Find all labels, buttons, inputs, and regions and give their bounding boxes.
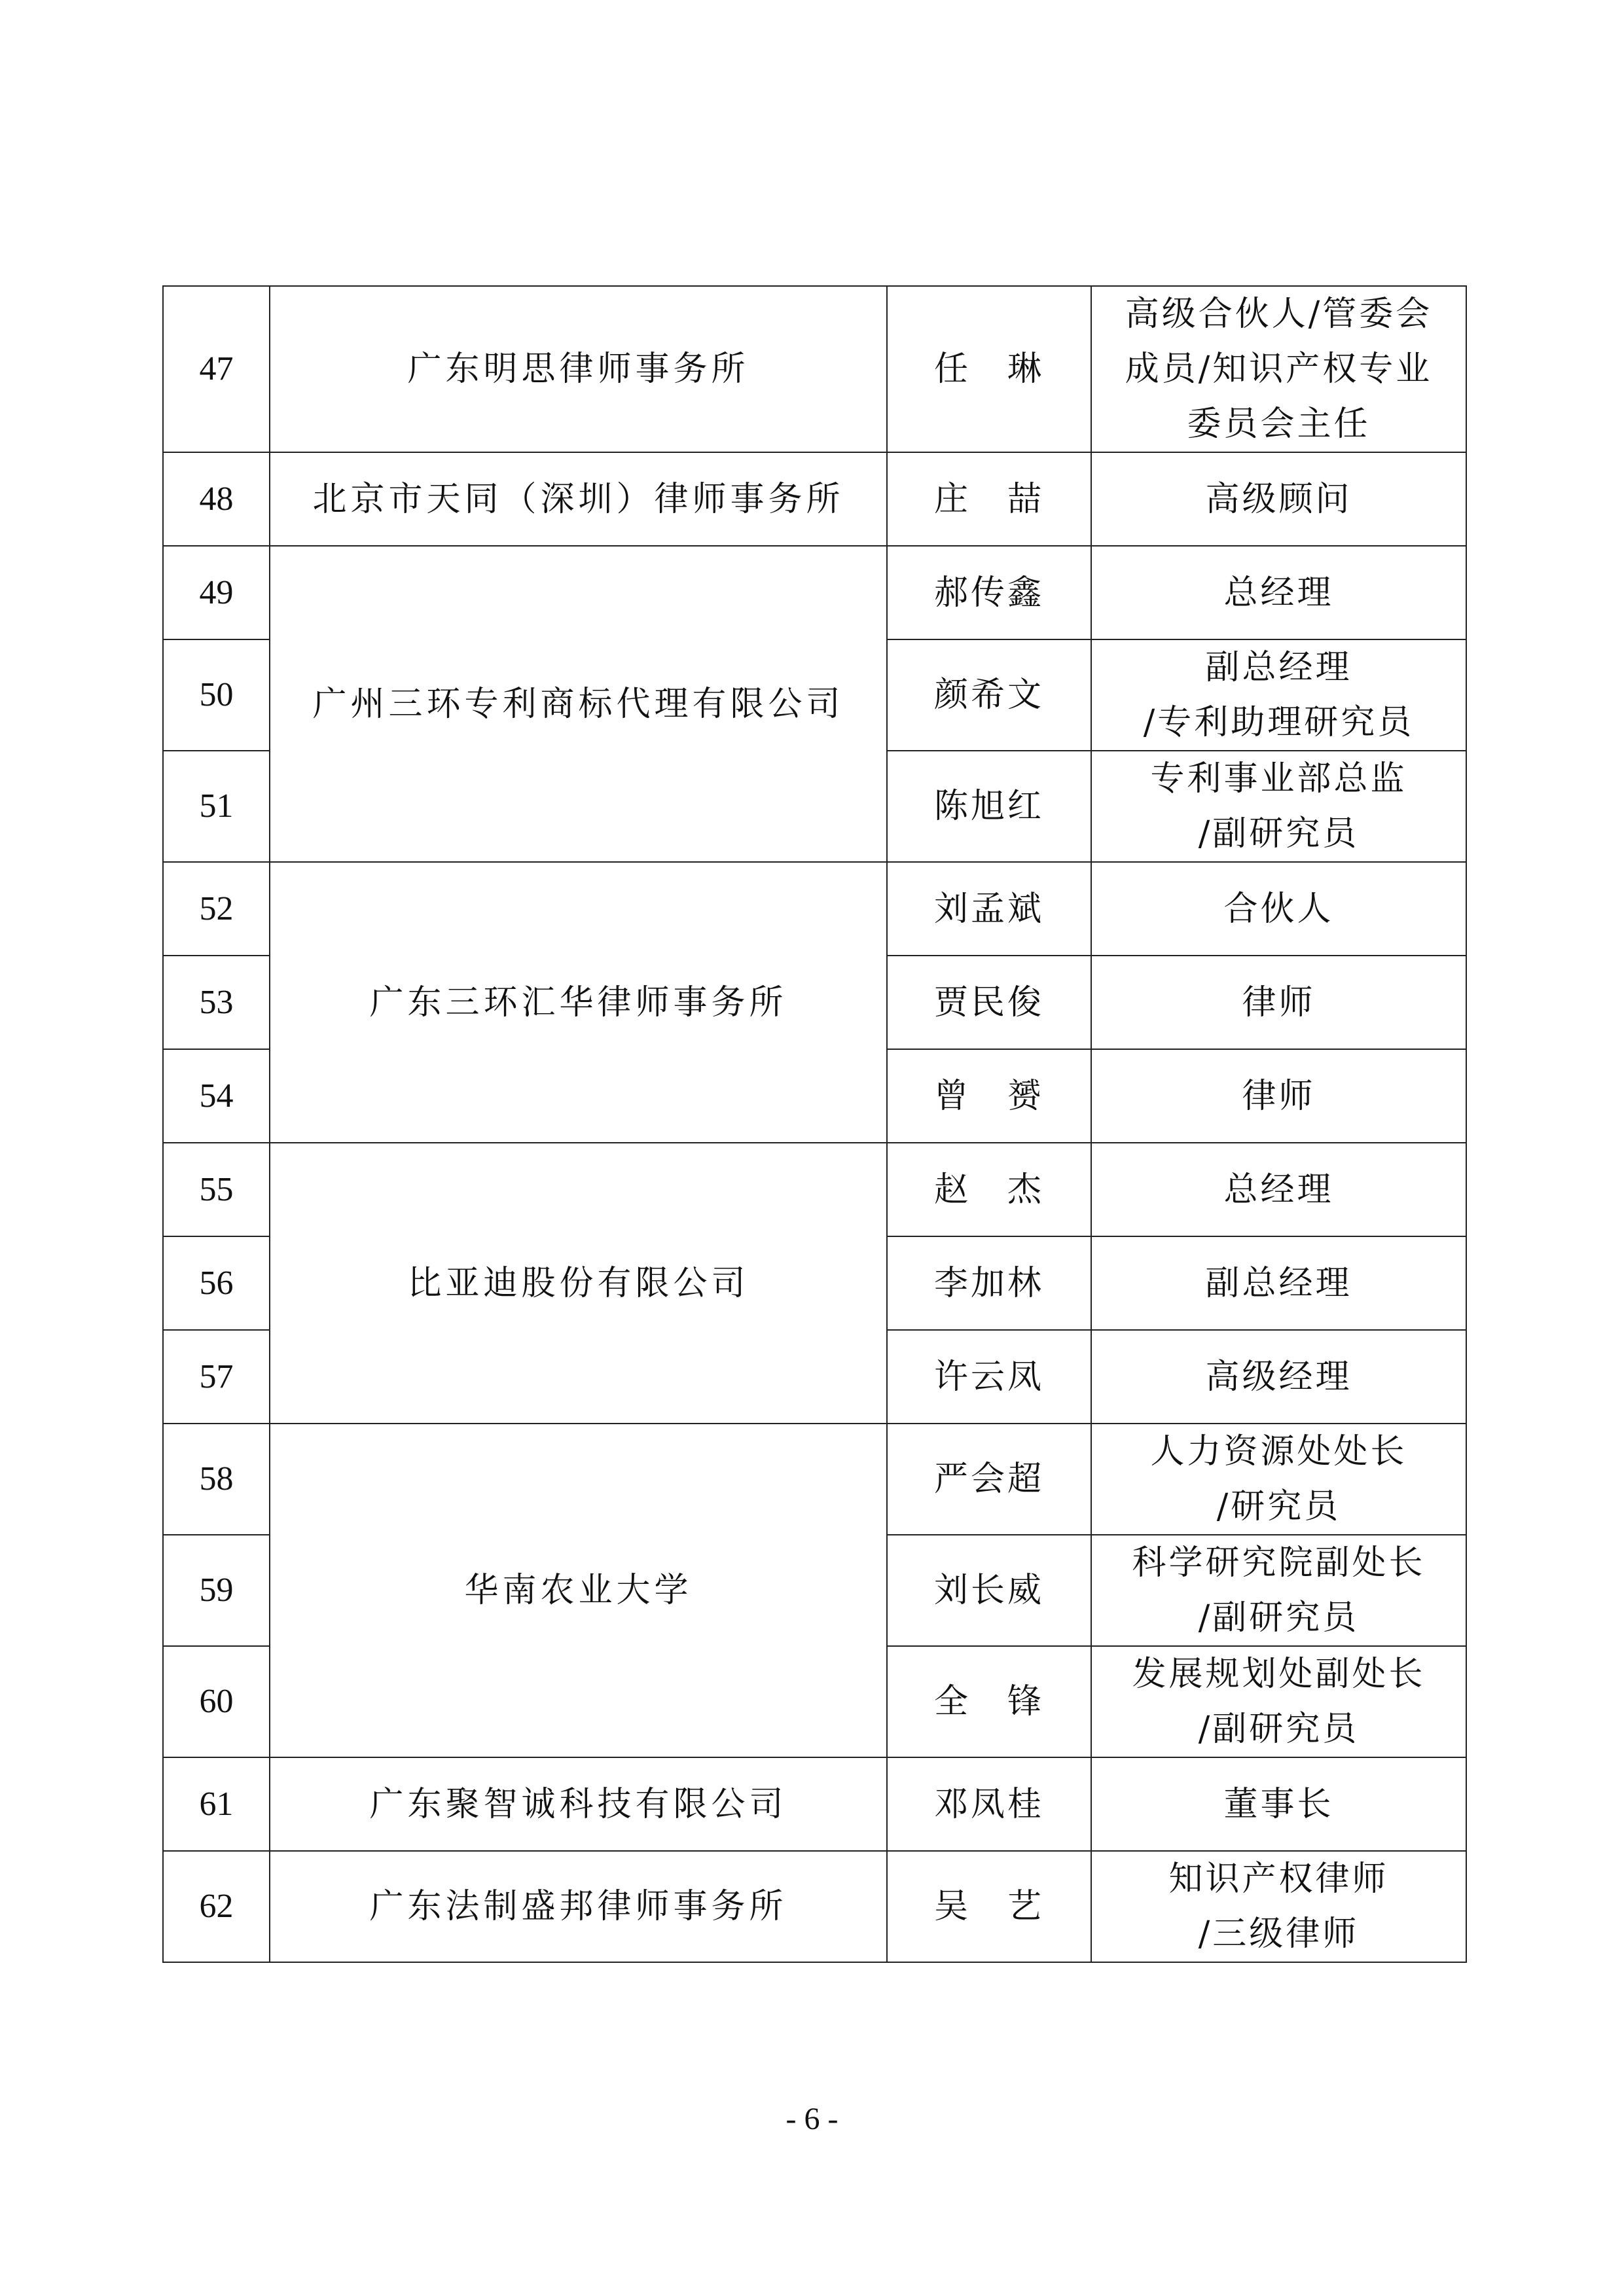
- organization-cell: 广东三环汇华律师事务所: [270, 862, 887, 1143]
- row-number: 54: [163, 1049, 270, 1143]
- row-number: 56: [163, 1236, 270, 1330]
- organization-cell: 广东明思律师事务所: [270, 286, 887, 452]
- row-number: 49: [163, 546, 270, 639]
- person-name: 全 锋: [887, 1646, 1091, 1757]
- position-cell: 总经理: [1091, 546, 1466, 639]
- table-row: [163, 1143, 1466, 1236]
- row-number: 61: [163, 1757, 270, 1851]
- person-name: 曾 赟: [887, 1049, 1091, 1143]
- row-number: 47: [163, 286, 270, 452]
- row-number: 51: [163, 751, 270, 862]
- person-name: 陈旭红: [887, 751, 1091, 862]
- person-name: 贾民俊: [887, 956, 1091, 1049]
- row-number: 58: [163, 1424, 270, 1535]
- person-name: 郝传鑫: [887, 546, 1091, 639]
- position-cell: 人力资源处处长 /研究员: [1091, 1424, 1466, 1535]
- table-row: [163, 1424, 1466, 1535]
- row-number: 62: [163, 1851, 270, 1962]
- table-row: [163, 452, 1466, 546]
- position-cell: 律师: [1091, 1049, 1466, 1143]
- row-number: 53: [163, 956, 270, 1049]
- person-name: 任 琳: [887, 286, 1091, 452]
- position-cell: 高级经理: [1091, 1330, 1466, 1424]
- row-number: 55: [163, 1143, 270, 1236]
- page-number: - 6 -: [785, 2102, 839, 2136]
- position-cell: 高级合伙人/管委会 成员/知识产权专业 委员会主任: [1091, 286, 1466, 452]
- position-cell: 高级顾问: [1091, 452, 1466, 546]
- organization-cell: 华南农业大学: [270, 1424, 887, 1757]
- position-cell: 总经理: [1091, 1143, 1466, 1236]
- row-number: 48: [163, 452, 270, 546]
- row-number: 50: [163, 639, 270, 751]
- person-name: 颜希文: [887, 639, 1091, 751]
- row-number: 59: [163, 1535, 270, 1646]
- organization-cell: 比亚迪股份有限公司: [270, 1143, 887, 1424]
- row-number: 57: [163, 1330, 270, 1424]
- person-name: 严会超: [887, 1424, 1091, 1535]
- table-row: [163, 1757, 1466, 1851]
- person-name: 赵 杰: [887, 1143, 1091, 1236]
- position-cell: 律师: [1091, 956, 1466, 1049]
- person-name: 刘长威: [887, 1535, 1091, 1646]
- organization-cell: 北京市天同（深圳）律师事务所: [270, 452, 887, 546]
- position-cell: 发展规划处副处长 /副研究员: [1091, 1646, 1466, 1757]
- row-number: 52: [163, 862, 270, 956]
- person-name: 李加林: [887, 1236, 1091, 1330]
- organization-cell: 广东聚智诚科技有限公司: [270, 1757, 887, 1851]
- person-name: 刘孟斌: [887, 862, 1091, 956]
- person-name: 庄 喆: [887, 452, 1091, 546]
- table-row: [163, 862, 1466, 956]
- table-row: [163, 546, 1466, 639]
- position-cell: 专利事业部总监 /副研究员: [1091, 751, 1466, 862]
- row-number: 60: [163, 1646, 270, 1757]
- organization-cell: 广州三环专利商标代理有限公司: [270, 546, 887, 862]
- position-cell: 董事长: [1091, 1757, 1466, 1851]
- table-row: [163, 1851, 1466, 1962]
- position-cell: 合伙人: [1091, 862, 1466, 956]
- person-name: 吴 艺: [887, 1851, 1091, 1962]
- organization-cell: 广东法制盛邦律师事务所: [270, 1851, 887, 1962]
- table-row: [163, 286, 1466, 452]
- roster-table: [162, 285, 1467, 1963]
- position-cell: 科学研究院副处长 /副研究员: [1091, 1535, 1466, 1646]
- position-cell: 知识产权律师 /三级律师: [1091, 1851, 1466, 1962]
- person-name: 邓凤桂: [887, 1757, 1091, 1851]
- position-cell: 副总经理 /专利助理研究员: [1091, 639, 1466, 751]
- position-cell: 副总经理: [1091, 1236, 1466, 1330]
- person-name: 许云凤: [887, 1330, 1091, 1424]
